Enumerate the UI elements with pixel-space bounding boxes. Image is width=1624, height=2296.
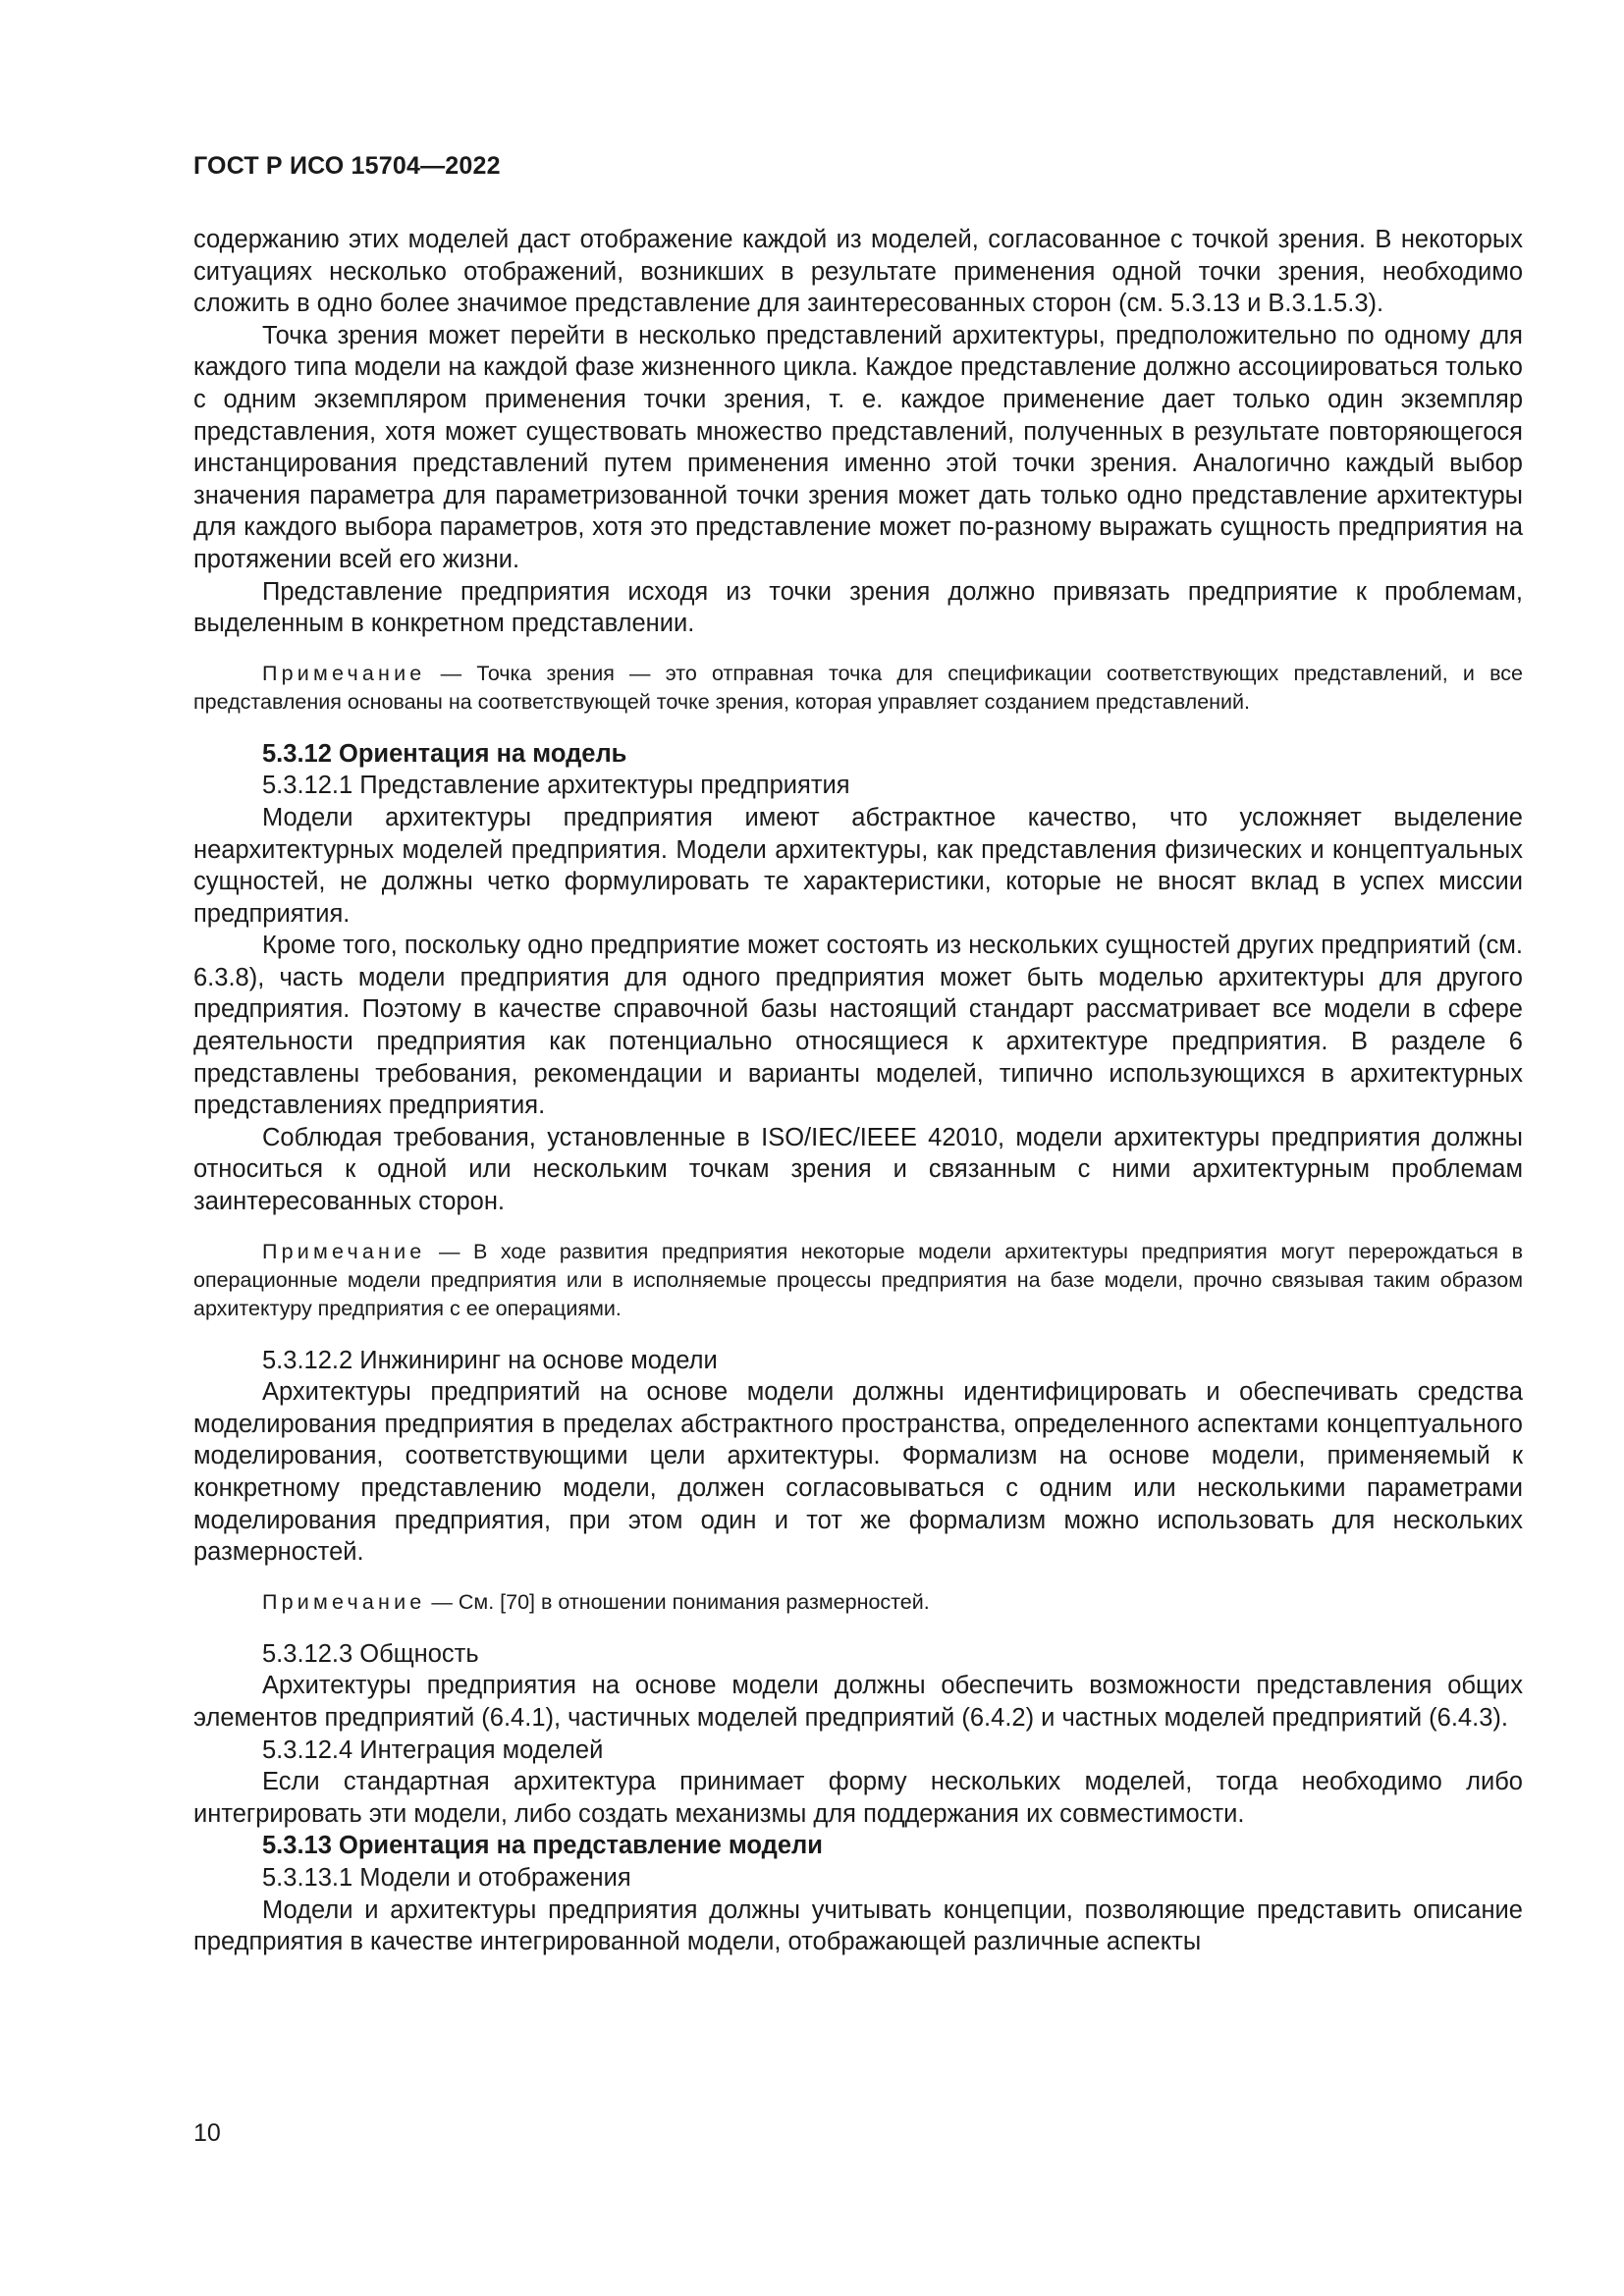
paragraph: Если стандартная архитектура принимает форму нескольких моделей, тогда необходимо либо интегрировать эти модели, либо создать механизмы для поддержания их совместимости. (193, 1768, 1523, 1828)
paragraph: содержанию этих моделей даст отображение каждой из моделей, согласованное с точкой зрения. В некоторых ситуациях несколько отображений, возникших в результате применения одной точки зрения, необходимо сложить в одно более значимое представление для заинтересованных сторон (см. 5.3.13 и В.3.1.5.3). (193, 226, 1523, 318)
note-text: — Точка зрения — это отправная точка для спецификации соответствующих представлений, и все представления основаны на соответствующей точке зрения, которая управляет созданием представлений. (193, 661, 1523, 714)
page-number: 10 (193, 2119, 221, 2147)
paragraph: Архитектуры предприятия на основе модели должны обеспечить возможности представления общих элементов предприятий (6.4.1), частичных моделей предприятий (6.4.2) и частных моделей предприятий (6.4.3). (193, 1672, 1523, 1732)
subsection-heading: 5.3.12.1 Представление архитектуры предприятия (262, 772, 850, 800)
subsection-heading: 5.3.12.2 Инжиниринг на основе модели (262, 1346, 718, 1374)
subsection-heading: 5.3.12.4 Интеграция моделей (262, 1735, 604, 1764)
note-text: — См. [70] в отношении понимания размерностей. (425, 1589, 930, 1614)
note (193, 660, 1523, 717)
subsection-heading: 5.3.12.3 Общность (262, 1639, 479, 1668)
note (193, 1238, 1523, 1323)
note-label: Примечание (262, 661, 426, 685)
subsection-heading: 5.3.13.1 Модели и отображения (262, 1863, 631, 1892)
note-text: — В ходе развития предприятия некоторые модели архитектуры предприятия могут перерождаться в операционные модели предприятия или в исполняемые процессы предприятия на базе модели, прочно связывая таким образом архитектуру предприятия с ее операциями. (193, 1239, 1523, 1320)
document-body (193, 224, 1523, 1958)
paragraph: Кроме того, поскольку одно предприятие может состоять из нескольких сущностей других предприятий (см. 6.3.8), часть модели предприятия для одного предприятия может быть моделью архитектуры для другого предприятия. Поэтому в качестве справочной базы настоящий стандарт рассматривает все модели в сфере деятельности предприятия как потенциально относящиеся к архитектуре предприятия. В разделе 6 представлены требования, рекомендации и варианты моделей, типично использующихся в архитектурных представлениях предприятия. (193, 932, 1523, 1120)
section-heading: 5.3.13 Ориентация на представление модели (262, 1832, 823, 1860)
paragraph: Модели архитектуры предприятия имеют абстрактное качество, что усложняет выделение неархитектурных моделей предприятия. Модели архитектуры, как представления физических и концептуальных сущностей, не должны четко формулировать те характеристики, которые не вносят вклад в успех миссии предприятия. (193, 803, 1523, 928)
paragraph: Модели и архитектуры предприятия должны учитывать концепции, позволяющие представить описание предприятия в качестве интегрированной модели, отображающей различные аспекты (193, 1896, 1523, 1956)
section-heading: 5.3.12 Ориентация на модель (262, 739, 627, 768)
document-header: ГОСТ Р ИСО 15704—2022 (193, 152, 501, 180)
paragraph: Соблюдая требования, установленные в ISO/IEC/IEEE 42010, модели архитектуры предприятия должны относиться к одной или нескольким точкам зрения и связанным с ними архитектурным проблемам заинтересованных сторон. (193, 1123, 1523, 1216)
paragraph: Точка зрения может перейти в несколько представлений архитектуры, предположительно по одному для каждого типа модели на каждой фазе жизненного цикла. Каждое представление должно ассоциироваться только с одним экземпляром применения точки зрения, т. е. каждое применение дает только один экземпляр представления, хотя может существовать множество представлений, полученных в результате повторяющегося инстанцирования представлений путем применения именно этой точки зрения. Аналогично каждый выбор значения параметра для параметризованной точки зрения может дать только одно представление архитектуры для каждого выбора параметров, хотя это представление может по-разному выражать сущность предприятия на протяжении всей его жизни. (193, 321, 1523, 573)
note-label: Примечание (262, 1239, 426, 1263)
paragraph: Представление предприятия исходя из точки зрения должно привязать предприятие к проблемам, выделенным в конкретном представлении. (193, 577, 1523, 638)
note (193, 1588, 1523, 1617)
paragraph: Архитектуры предприятий на основе модели должны идентифицировать и обеспечивать средства моделирования предприятия в пределах абстрактного пространства, определенного аспектами концептуального моделирования, соответствующими цели архитектуры. Формализм на основе модели, применяемый к конкретному представлению модели, должен согласовываться с одним или несколькими параметрами моделирования предприятия, при этом один и тот же формализм можно использовать для нескольких размерностей. (193, 1378, 1523, 1567)
note-label: Примечание (262, 1589, 426, 1614)
